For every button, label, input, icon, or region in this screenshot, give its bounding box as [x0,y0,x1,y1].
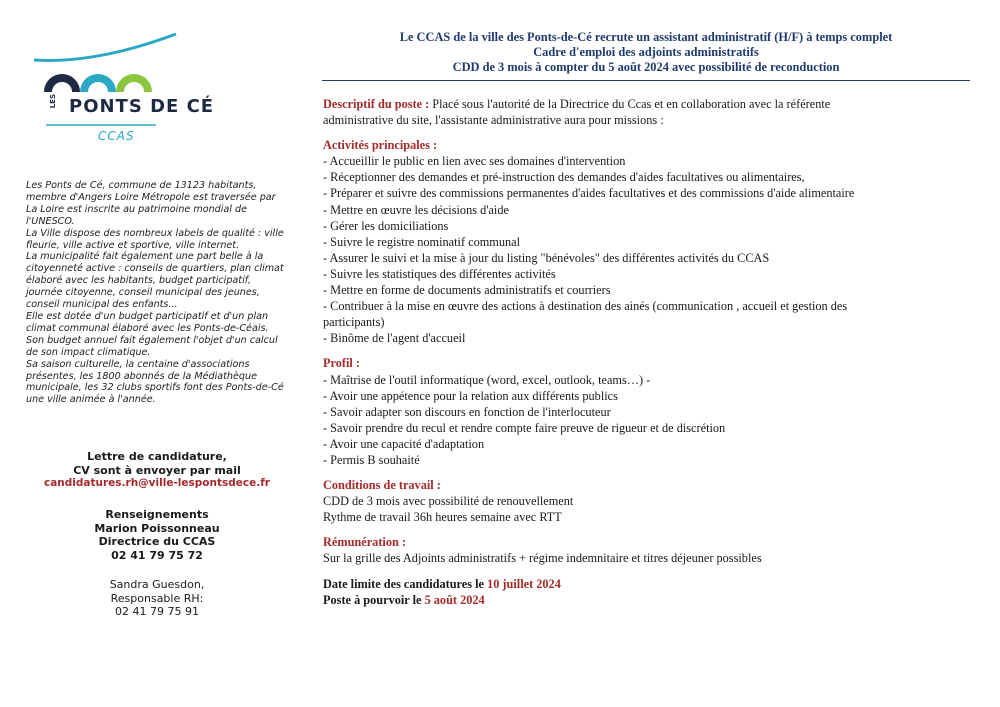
activite-item: - Réceptionner des demandes et pré-instruction des demandes d'aides facultatives ou alimentaires, [323,170,805,185]
profil-item: - Savoir adapter son discours en fonction de l'interlocuteur [323,404,611,419]
intro-paragraph: Elle est dotée d'un budget participatif et d'un plan climat communal élaboré avec les Ponts-de-Céais. Son budget annuel fait également l'objet d'un calcul de son impact climatique. [26,310,278,358]
activite-item: - Mettre en forme de documents administratifs et courriers [323,283,611,298]
activite-item: - Mettre en œuvre les décisions d'aide [323,202,509,217]
activite-item: - Préparer et suivre des commissions permanentes d'aides facultatives et des commissions d'aide alimentaire [323,186,855,201]
header-line-1: Le CCAS de la ville des Ponts-de-Cé recrute un assistant administratif (H/F) à temps complet [399,30,893,44]
logo-subtitle: CCAS [98,129,135,143]
profil-item: - Maîtrise de l'outil informatique (word, excel, outlook, teams…) - [323,372,651,387]
logo-graphic-icon [26,30,288,150]
deadline-label: Date limite des candidatures le [323,576,488,591]
info-title: Renseignements [105,508,209,521]
info-name: Marion Poissonneau [94,521,220,535]
conditions-title: Conditions de travail : [323,478,441,493]
intro-paragraph: La Ville dispose des nombreux labels de qualité : ville fleurie, ville active et sportive, ville internet. [26,227,284,251]
activites-title: Activités principales : [323,138,438,153]
application-block [26,450,288,491]
activite-item: - Contribuer à la mise en œuvre des actions à destination des ainés (communication , accueil et gestion des [323,299,848,314]
application-line-1: Lettre de candidature, [87,450,227,463]
descriptif-text-2: administrative du site, l'assistante administrative aura pour missions : [323,113,664,128]
intro-paragraph: La municipalité fait également une part belle à la citoyenneté active : conseils de quartiers, plan climat élaboré avec les habitants, budget participatif, journée citoyenne, conseil municipal des jeunes, conseil municipal des enfants... [26,251,284,311]
hr-name: Sandra Guesdon, [109,578,205,591]
descriptif-line [323,96,973,112]
conditions-item: Rythme de travail 36h heures semaine avec RTT [323,510,562,525]
profil-item: - Permis B souhaité [323,452,420,467]
job-description [323,96,973,608]
intro-text [26,180,288,406]
activite-item: participants) [323,315,385,330]
activite-item: - Assurer le suivi et la mise à jour du listing "bénévoles" des différentes activités du CCAS [323,250,770,265]
intro-paragraph: Sa saison culturelle, la centaine d'associations présentes, les 1800 abonnés de la Médiathèque municipale, les 32 clubs sportifs font des Ponts-de-Cé une ville animée à l'année. [26,358,284,406]
activite-item: - Binôme de l'agent d'accueil [323,331,466,346]
sidebar [26,30,288,618]
remuneration-text: Sur la grille des Adjoints administratifs + régime indemnitaire et titres déjeuner possibles [323,551,762,566]
descriptif-label: Descriptif du poste : [323,97,430,111]
activite-item: - Suivre les statistiques des différentes activités [323,266,556,281]
profil-item: - Avoir une appétence pour la relation aux différents publics [323,388,618,403]
start-line [323,592,973,608]
application-email-link[interactable]: candidatures.rh@ville-lespontsdece.fr [44,477,270,489]
logo [26,30,288,150]
hr-block [26,578,288,619]
start-date: 5 août 2024 [424,592,485,607]
activite-item: - Accueillir le public en lien avec ses domaines d'intervention [323,154,626,169]
info-role: Directrice du CCAS [98,535,216,548]
descriptif-text: Placé sous l'autorité de la Directrice du Ccas et en collaboration avec la référente [429,97,831,111]
hr-phone: 02 41 79 75 91 [115,605,199,618]
header-line-3: CDD de 3 mois à compter du 5 août 2024 avec possibilité de reconduction [452,60,840,74]
logo-les: LES [49,94,57,109]
deadline-line [323,576,973,592]
application-line-2: CV sont à envoyer par mail [73,463,241,477]
intro-paragraph: Les Ponts de Cé, commune de 13123 habitants, membre d'Angers Loire Métropole est traversée par La Loire est inscrite au patrimoine mondial de l'UNESCO. [26,180,276,227]
header-divider [322,80,970,81]
conditions-item: CDD de 3 mois avec possibilité de renouvellement [323,494,574,509]
profil-item: - Savoir prendre du recul et rendre compte faire preuve de rigueur et de discrétion [323,420,726,435]
profil-item: - Avoir une capacité d'adaptation [323,436,485,451]
info-phone: 02 41 79 75 72 [111,548,203,562]
start-label: Poste à pourvoir le [323,592,425,607]
activite-item: - Suivre le registre nominatif communal [323,234,521,249]
hr-role: Responsable RH: [110,591,204,605]
profil-title: Profil : [323,356,360,371]
deadline-date: 10 juillet 2024 [487,576,561,591]
info-block [26,508,288,562]
logo-name: PONTS DE CÉ [69,96,215,117]
job-header [322,30,970,75]
header-line-2: Cadre d'emploi des adjoints administratifs [533,45,759,59]
activite-item: - Gérer les domiciliations [323,218,449,233]
remuneration-title: Rémunération : [323,535,406,550]
